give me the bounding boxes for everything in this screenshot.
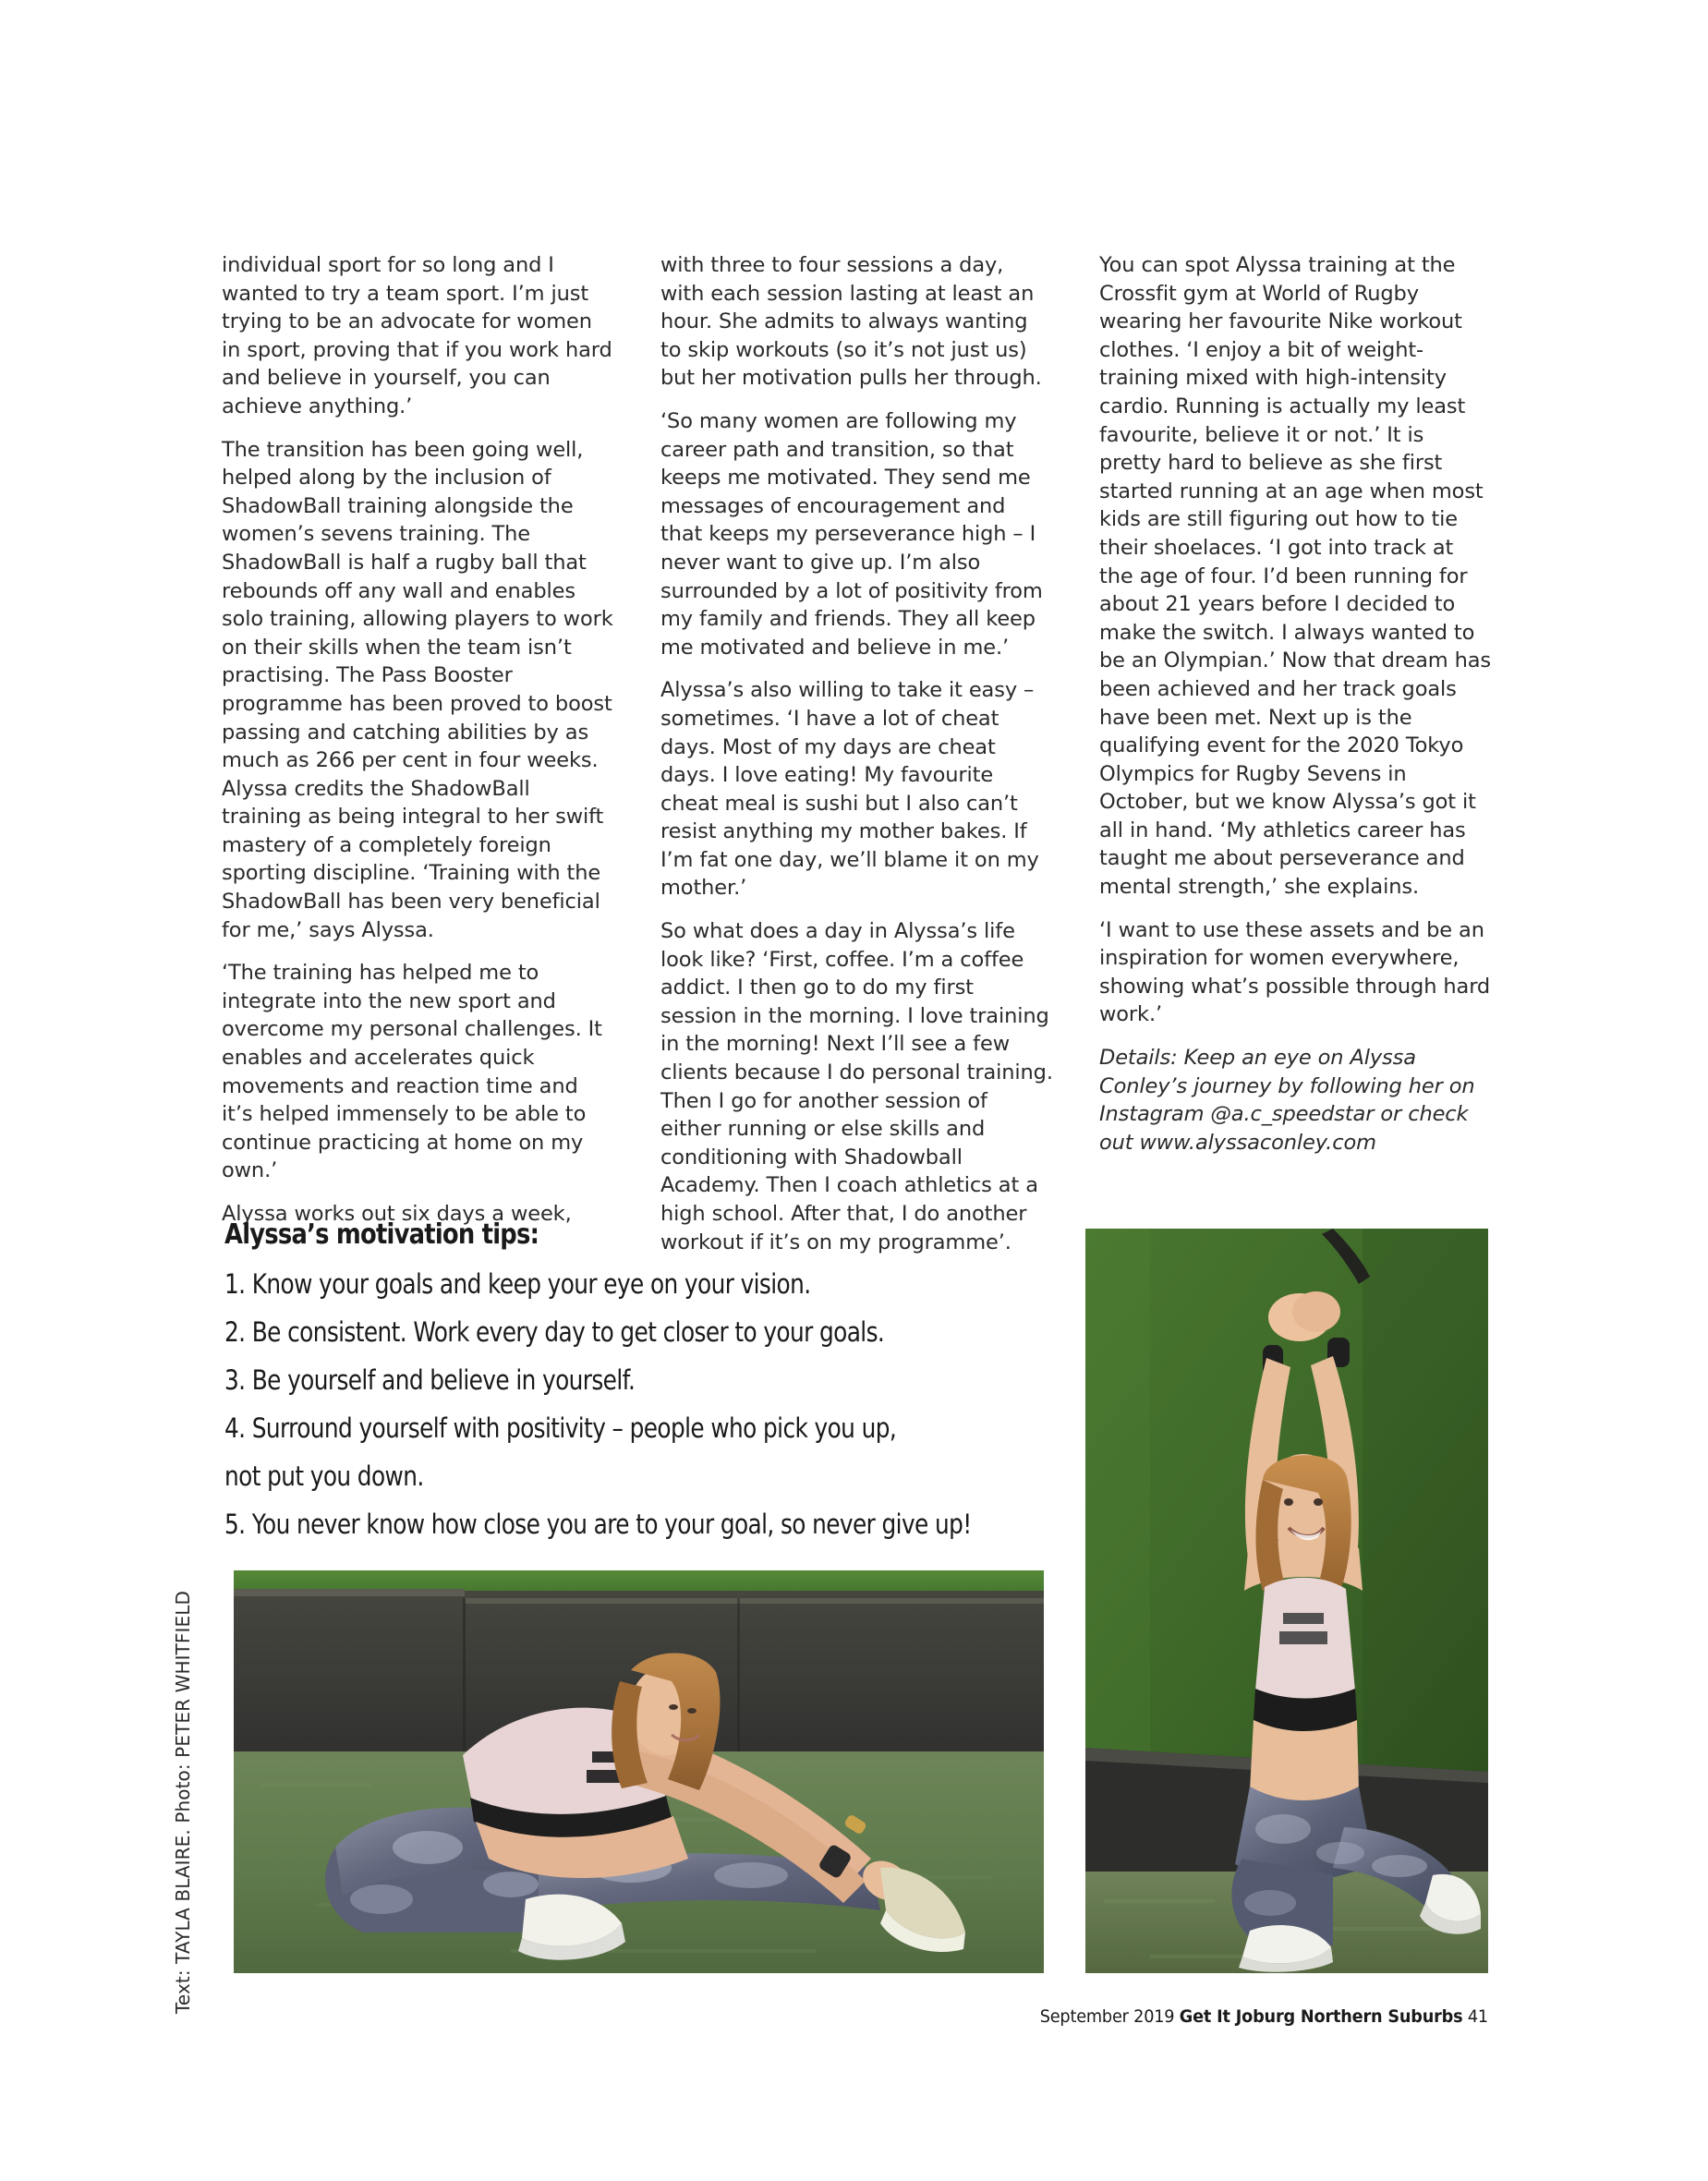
photo-athlete-overhead-stretch (1085, 1229, 1488, 1973)
motivation-tips-heading: Alyssa’s motivation tips: (224, 1218, 539, 1251)
motivation-tip: 3. Be yourself and believe in yourself. (224, 1364, 636, 1396)
paragraph: The transition has been going well, helped along by the inclusion of ShadowBall training alongside the women’s sevens training. The ShadowBall is half a rugby ball that rebounds off any wall and enables solo training, allowing players to work on their skills when the team isn’t practising. The Pass Booster programme has been proved to boost passing and catching abilities by as much as 266 per cent in four weeks. Alyssa credits the ShadowBall training as being integral to her swift mastery of a completely foreign sporting discipline. ‘Training with the ShadowBall has been very beneficial for me,’ says Alyssa. (222, 437, 613, 942)
paragraph: ‘So many women are following my career path and transition, so that keeps me motivated. They send me messages of encouragement and that keeps my perseverance high – I never want to give up. I’m also surrounded by a lot of positivity from my family and friends. They all keep me motivated and believe in me.’ (660, 408, 1043, 660)
motivation-tips-block (224, 1218, 1093, 1548)
article-column-3 (1099, 251, 1492, 1271)
photo-left-illustration (234, 1570, 1044, 1973)
article-column-2 (660, 251, 1053, 1271)
footer-date: September 2019 (1039, 2006, 1180, 2027)
paragraph: with three to four sessions a day, with each session lasting at least an hour. She admits to always wanting to skip workouts (so it’s not just us) but her motivation pulls her through. (660, 253, 1042, 391)
motivation-tip: 4. Surround yourself with positivity – people who pick you up, (224, 1412, 897, 1444)
article-column-1 (222, 251, 614, 1271)
photo-athlete-stretching (234, 1570, 1044, 1973)
paragraph: Alyssa’s also willing to take it easy – sometimes. ‘I have a lot of cheat days. Most of my days are cheat days. I love eating! My favourite cheat meal is sushi but I also can’t resist anything my mother bakes. If I’m fat one day, we’ll blame it on my mother.’ (660, 678, 1039, 901)
motivation-tip: 5. You never know how close you are to your goal, so never give up! (224, 1509, 972, 1540)
photo-right-illustration (1085, 1229, 1488, 1973)
details-paragraph: Details: Keep an eye on Alyssa Conley’s journey by following her on Instagram @a.c_speedstar or check out www.alyssaconley.com (1099, 1046, 1475, 1155)
paragraph: You can spot Alyssa training at the Crossfit gym at World of Rugby wearing her favourite Nike workout clothes. ‘I enjoy a bit of weight-training mixed with high-intensity cardio. Running is actually my least favourite, believe it or not.’ It is pretty hard to believe as she first started running at an age when most kids are still figuring out how to tie their shoelaces. ‘I got into track at the age of four. I’d been running for about 21 years before I decided to make the switch. I always wanted to be an Olympian.’ Now that dream has been achieved and her track goals have been met. Next up is the qualifying event for the 2020 Tokyo Olympics for Rugby Sevens in October, but we know Alyssa’s got it all in hand. ‘My athletics career has taught me about perseverance and mental strength,’ she explains. (1099, 253, 1492, 900)
photo-text-credit: Text: TAYLA BLAIRE. Photo: PETER WHITFIELD (172, 1591, 194, 2015)
motivation-tip: 2. Be consistent. Work every day to get closer to your goals. (224, 1316, 885, 1348)
motivation-tip: not put you down. (224, 1460, 424, 1492)
credit-wrapper (172, 1591, 196, 2053)
paragraph: ‘The training has helped me to integrate into the new sport and overcome my personal challenges. It enables and accelerates quick movements and reaction time and it’s helped immensely to be able to continue practicing at home on my own.’ (222, 961, 602, 1183)
paragraph: Alyssa works out six days a week, (222, 1202, 572, 1226)
footer-page-number: 41 (1462, 2006, 1488, 2027)
paragraph: So what does a day in Alyssa’s life look like? ‘First, coffee. I’m a coffee addict. I then go to do my first session in the morning. I love training in the morning! Next I’ll see a few clients because I do personal training. Then I go for another session of either running or else skills and conditioning with Shadowball Academy. Then I coach athletics at a high school. After that, I do another workout if it’s on my programme’. (660, 919, 1053, 1254)
footer-magazine-title: Get It Joburg Northern Suburbs (1179, 2006, 1463, 2027)
motivation-tip: 1. Know your goals and keep your eye on your vision. (224, 1268, 811, 1300)
paragraph: ‘I want to use these assets and be an inspiration for women everywhere, showing what’s possible through hard work.’ (1099, 917, 1491, 1027)
paragraph: individual sport for so long and I wanted to try a team sport. I’m just trying to be an advocate for women in sport, proving that if you work hard and believe in yourself, you can achieve anything.’ (222, 253, 612, 418)
article-columns (222, 251, 1492, 1271)
page-footer (104, 2006, 1488, 2027)
